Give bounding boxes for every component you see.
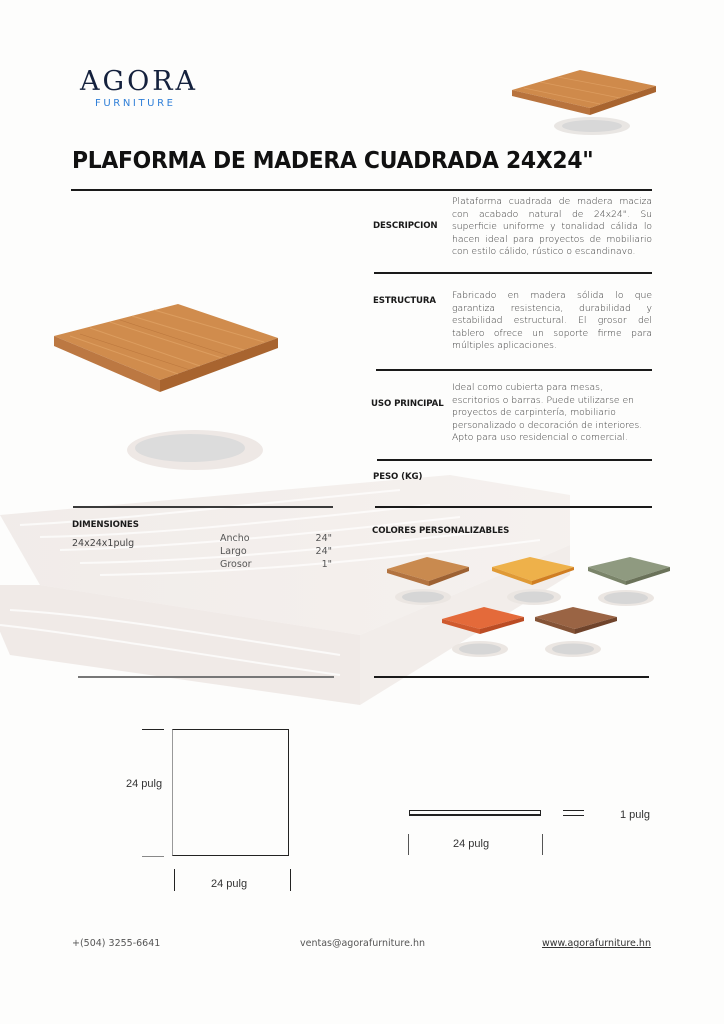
footer-website-link[interactable]: www.agorafurniture.hn xyxy=(542,938,651,949)
footer-phone[interactable]: +(504) 3255-6641 xyxy=(72,938,161,949)
spec-label-uso-principal: USO PRINCIPAL xyxy=(371,399,444,409)
spec-text-descripcion: Plataforma cuadrada de madera maciza con acabado natural de 24x24". Su superficie uniforme y tonalidad cálida lo hacen ideal para proyectos de mobiliario con estilo cálido, rústico o escandinavo. xyxy=(452,196,652,258)
spec-label-estructura: ESTRUCTURA xyxy=(373,296,436,306)
dimension-tick xyxy=(174,869,175,891)
thickness-indicator-line xyxy=(563,810,584,811)
spec-text-uso-principal: Ideal como cubierta para mesas, escritorios o barras. Puede utilizarse en proyectos de carpintería, mobiliario personalizado o decoración de interiores. Apto para uso residencial o comercial. xyxy=(452,382,643,444)
dimension-value-largo: 24" xyxy=(315,546,332,557)
side-view-width-label: 24 pulg xyxy=(453,838,490,850)
dimension-tick xyxy=(542,834,543,855)
thickness-indicator-line xyxy=(563,815,584,816)
dimension-name-largo: Largo xyxy=(220,546,247,557)
color-swatch-naranja[interactable] xyxy=(440,605,530,661)
spec-divider xyxy=(376,369,652,371)
dimensions-divider-top xyxy=(73,506,333,508)
spec-label-peso: PESO (KG) xyxy=(373,472,423,482)
dimensions-divider-bottom xyxy=(78,676,334,678)
dimension-tick xyxy=(142,856,164,857)
footer-email[interactable]: ventas@agorafurniture.hn xyxy=(300,938,425,949)
dimension-value-grosor: 1" xyxy=(321,559,332,570)
dimension-tick xyxy=(290,869,291,891)
brand-logo-tagline: FURNITURE xyxy=(95,98,176,109)
side-view-plank-diagram xyxy=(409,810,541,816)
product-main-image xyxy=(50,300,350,475)
dimension-value-ancho: 24" xyxy=(315,533,332,544)
side-view-thickness-label: 1 pulg xyxy=(620,809,650,821)
spec-divider xyxy=(374,272,652,274)
dimension-tick xyxy=(142,729,164,730)
title-divider xyxy=(71,189,652,191)
dimension-name-grosor: Grosor xyxy=(220,559,252,570)
top-view-height-label: 24 pulg xyxy=(126,778,163,790)
color-swatch-nogal[interactable] xyxy=(533,605,623,661)
top-view-width-label: 24 pulg xyxy=(211,878,248,890)
spec-divider xyxy=(377,459,652,461)
dimensions-summary: 24x24x1pulg xyxy=(72,538,135,549)
dimension-name-ancho: Ancho xyxy=(220,533,250,544)
spec-label-descripcion: DESCRIPCION xyxy=(373,221,438,231)
color-swatch-verde-gris[interactable] xyxy=(586,555,676,607)
dimension-tick xyxy=(408,834,409,855)
top-view-square-diagram xyxy=(172,729,289,856)
page-title: PLAFORMA DE MADERA CUADRADA 24X24" xyxy=(72,146,594,174)
spec-divider xyxy=(375,506,652,508)
color-swatch-natural[interactable] xyxy=(385,555,475,607)
product-thumbnail-image xyxy=(510,68,660,140)
colors-label: COLORES PERSONALIZABLES xyxy=(372,526,510,536)
spec-text-estructura: Fabricado en madera sólida lo que garantiza resistencia, durabilidad y estabilidad estructural. El grosor del tablero ofrece un soporte firme para múltiples aplicaciones. xyxy=(452,290,652,352)
dimensions-label: DIMENSIONES xyxy=(72,520,139,530)
colors-divider-bottom xyxy=(374,676,649,678)
color-swatch-amarillo[interactable] xyxy=(490,555,580,607)
brand-logo-name: AGORA xyxy=(80,66,199,97)
